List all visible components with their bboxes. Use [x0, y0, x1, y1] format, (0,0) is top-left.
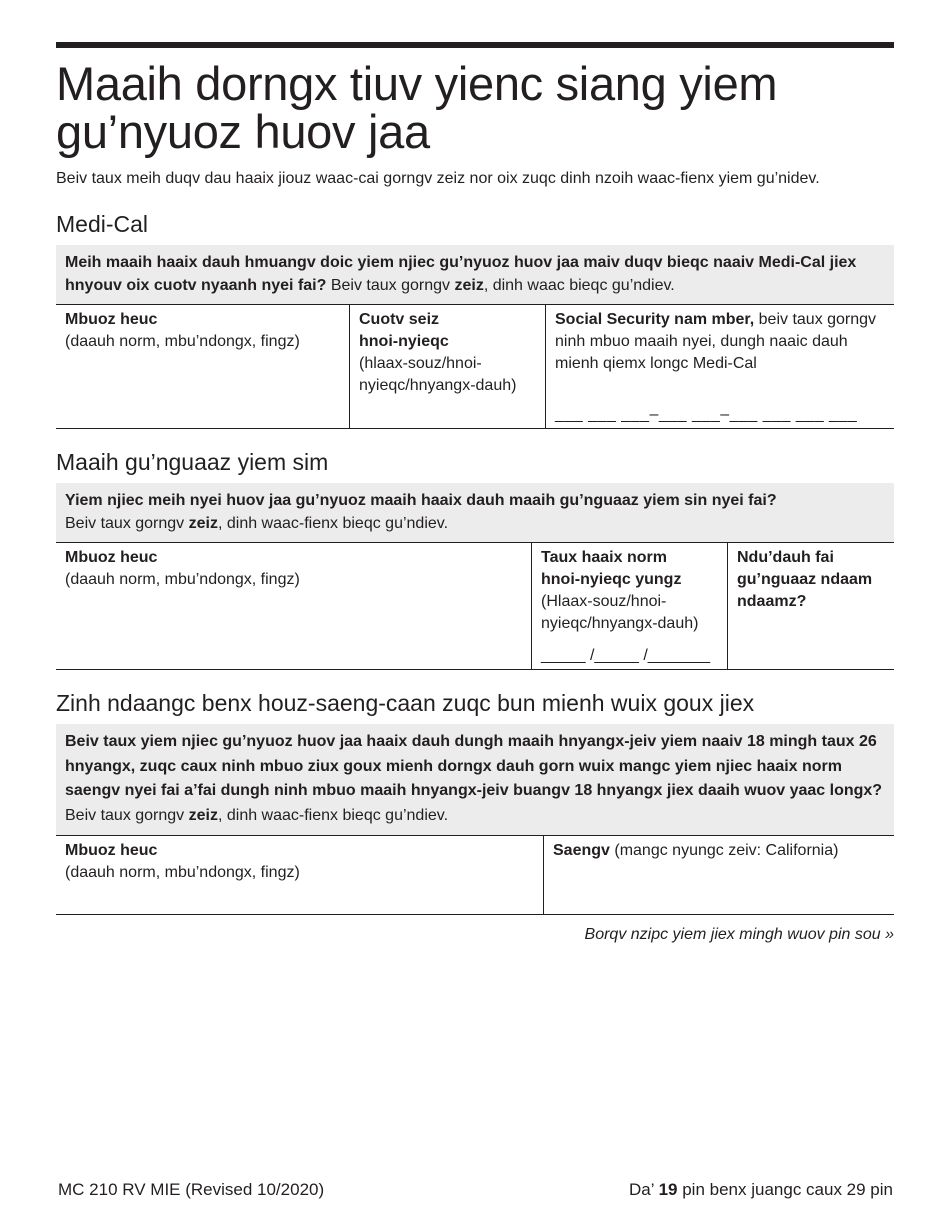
medi-cal-heading: Medi-Cal: [56, 211, 149, 237]
page-title-line2: gu’nyuoz huov jaa: [56, 105, 430, 158]
language-name-field[interactable]: Mbuoz heuc (daauh norm, mbu’ndongx, fingz): [65, 549, 300, 588]
page-footer: [58, 1180, 893, 1200]
language-section: [56, 448, 894, 670]
medi-cal-section: [56, 210, 894, 429]
page-number: Da’ 19 pin benx juangc caux 29 pin: [628, 1180, 893, 1199]
intro-text: Beiv taux meih duqv dau haaix jiouz waac-cai gorngv zeiz nor oix zuqc dinh nzoih waac-fienx yiem gu’nidev.: [56, 170, 820, 187]
student-state-field[interactable]: Saengv (mangc nyungc zeiv: California): [543, 836, 894, 914]
language-permanent-field[interactable]: Ndu’dauh fai gu’nguaaz ndaam ndaamz?: [727, 543, 894, 669]
student-section: [56, 689, 894, 915]
student-question: Beiv taux yiem njiec gu’nyuoz huov jaa haaix dauh dungh maaih hnyangx-jeiv yiem naaiv 18 mingh taux 26 hnyangx, zuqc caux ninh mbuo ziux goux mienh dorngx dauh gorn wuix mangc yiem njiec haaix norm saengv nyei fai a’fai dungh ninh mbuo maaih hnyangx-jeiv buangv 18 hnyangx jiex daaih wuov yaac longx? Beiv taux gorngv zeiz, dinh waac-fienx bieqc gu’ndiev.: [56, 724, 894, 835]
medi-cal-ssn-field[interactable]: Social Security nam mber, beiv taux gorngv ninh mbuo maaih nyei, dungh naaic dauh mienh qiemx longc Medi-Cal ___ ___ ___–___ ___–___ ___ ___ ___: [545, 305, 894, 428]
medi-cal-name-field[interactable]: Mbuoz heuc (daauh norm, mbu’ndongx, fingz): [65, 311, 300, 350]
student-name-field[interactable]: Mbuoz heuc (daauh norm, mbu’ndongx, fingz): [65, 842, 300, 881]
ssn-blank: ___ ___ ___–___ ___–___ ___ ___ ___: [555, 406, 858, 423]
language-question-bold: Yiem njiec meih nyei huov jaa gu’nyuoz maaih haaix dauh maaih gu’nguaaz yiem sin nyei fai?: [65, 492, 777, 509]
student-heading: Zinh ndaangc benx houz-saeng-caan zuqc bun mienh wuix goux jiex: [56, 690, 755, 716]
language-question: Yiem njiec meih nyei huov jaa gu’nyuoz maaih haaix dauh maaih gu’nguaaz yiem sin nyei fai? Beiv taux gorngv zeiz, dinh waac-fienx bieqc gu’ndiev.: [56, 483, 894, 542]
language-heading: Maaih gu’nguaaz yiem sim: [56, 449, 329, 475]
continue-note: Borqv nzipc yiem jiex mingh wuov pin sou »: [584, 926, 894, 943]
medi-cal-fields: [56, 304, 894, 429]
medi-cal-birthdate-field[interactable]: Cuotv seiz hnoi-nyieqc (hlaax-souz/hnoi-nyieqc/hnyangx-dauh): [349, 305, 545, 428]
student-question-bold: Beiv taux yiem njiec gu’nyuoz huov jaa haaix dauh dungh maaih hnyangx-jeiv yiem naaiv 18 mingh taux 26 hnyangx, zuqc caux ninh mbuo ziux goux mienh dorngx dauh gorn wuix mangc yiem njiec haaix norm saengv nyei fai a’fai dungh ninh mbuo maaih hnyangx-jeiv buangv 18 hnyangx jiex daaih wuov yaac longx?: [65, 733, 883, 799]
student-fields: [56, 835, 894, 915]
language-date-field[interactable]: Taux haaix norm hnoi-nyieqc yungz (Hlaax-souz/hnoi-nyieqc/hnyangx-dauh) _____ /_____ /_______: [531, 543, 727, 669]
page-title: [56, 57, 894, 158]
language-date-blank: _____ /_____ /_______: [541, 647, 711, 664]
top-rule: [56, 42, 894, 48]
medi-cal-question: Meih maaih haaix dauh hmuangv doic yiem njiec gu’nyuoz huov jaa maiv duqv bieqc naaiv Medi-Cal jiex hnyouv oix cuotv nyaanh nyei fai? Beiv taux gorngv zeiz, dinh waac bieqc gu’ndiev.: [56, 245, 894, 304]
page-title-line1: Maaih dorngx tiuv yienc siang yiem: [56, 57, 778, 110]
language-fields: [56, 542, 894, 670]
form-page: [56, 42, 894, 944]
medi-cal-question-bold: Meih maaih haaix dauh hmuangv doic yiem njiec gu’nyuoz huov jaa maiv duqv bieqc naaiv Medi-Cal jiex hnyouv oix cuotv nyaanh nyei fai?: [65, 254, 857, 294]
form-id: MC 210 RV MIE (Revised 10/2020): [58, 1180, 325, 1199]
